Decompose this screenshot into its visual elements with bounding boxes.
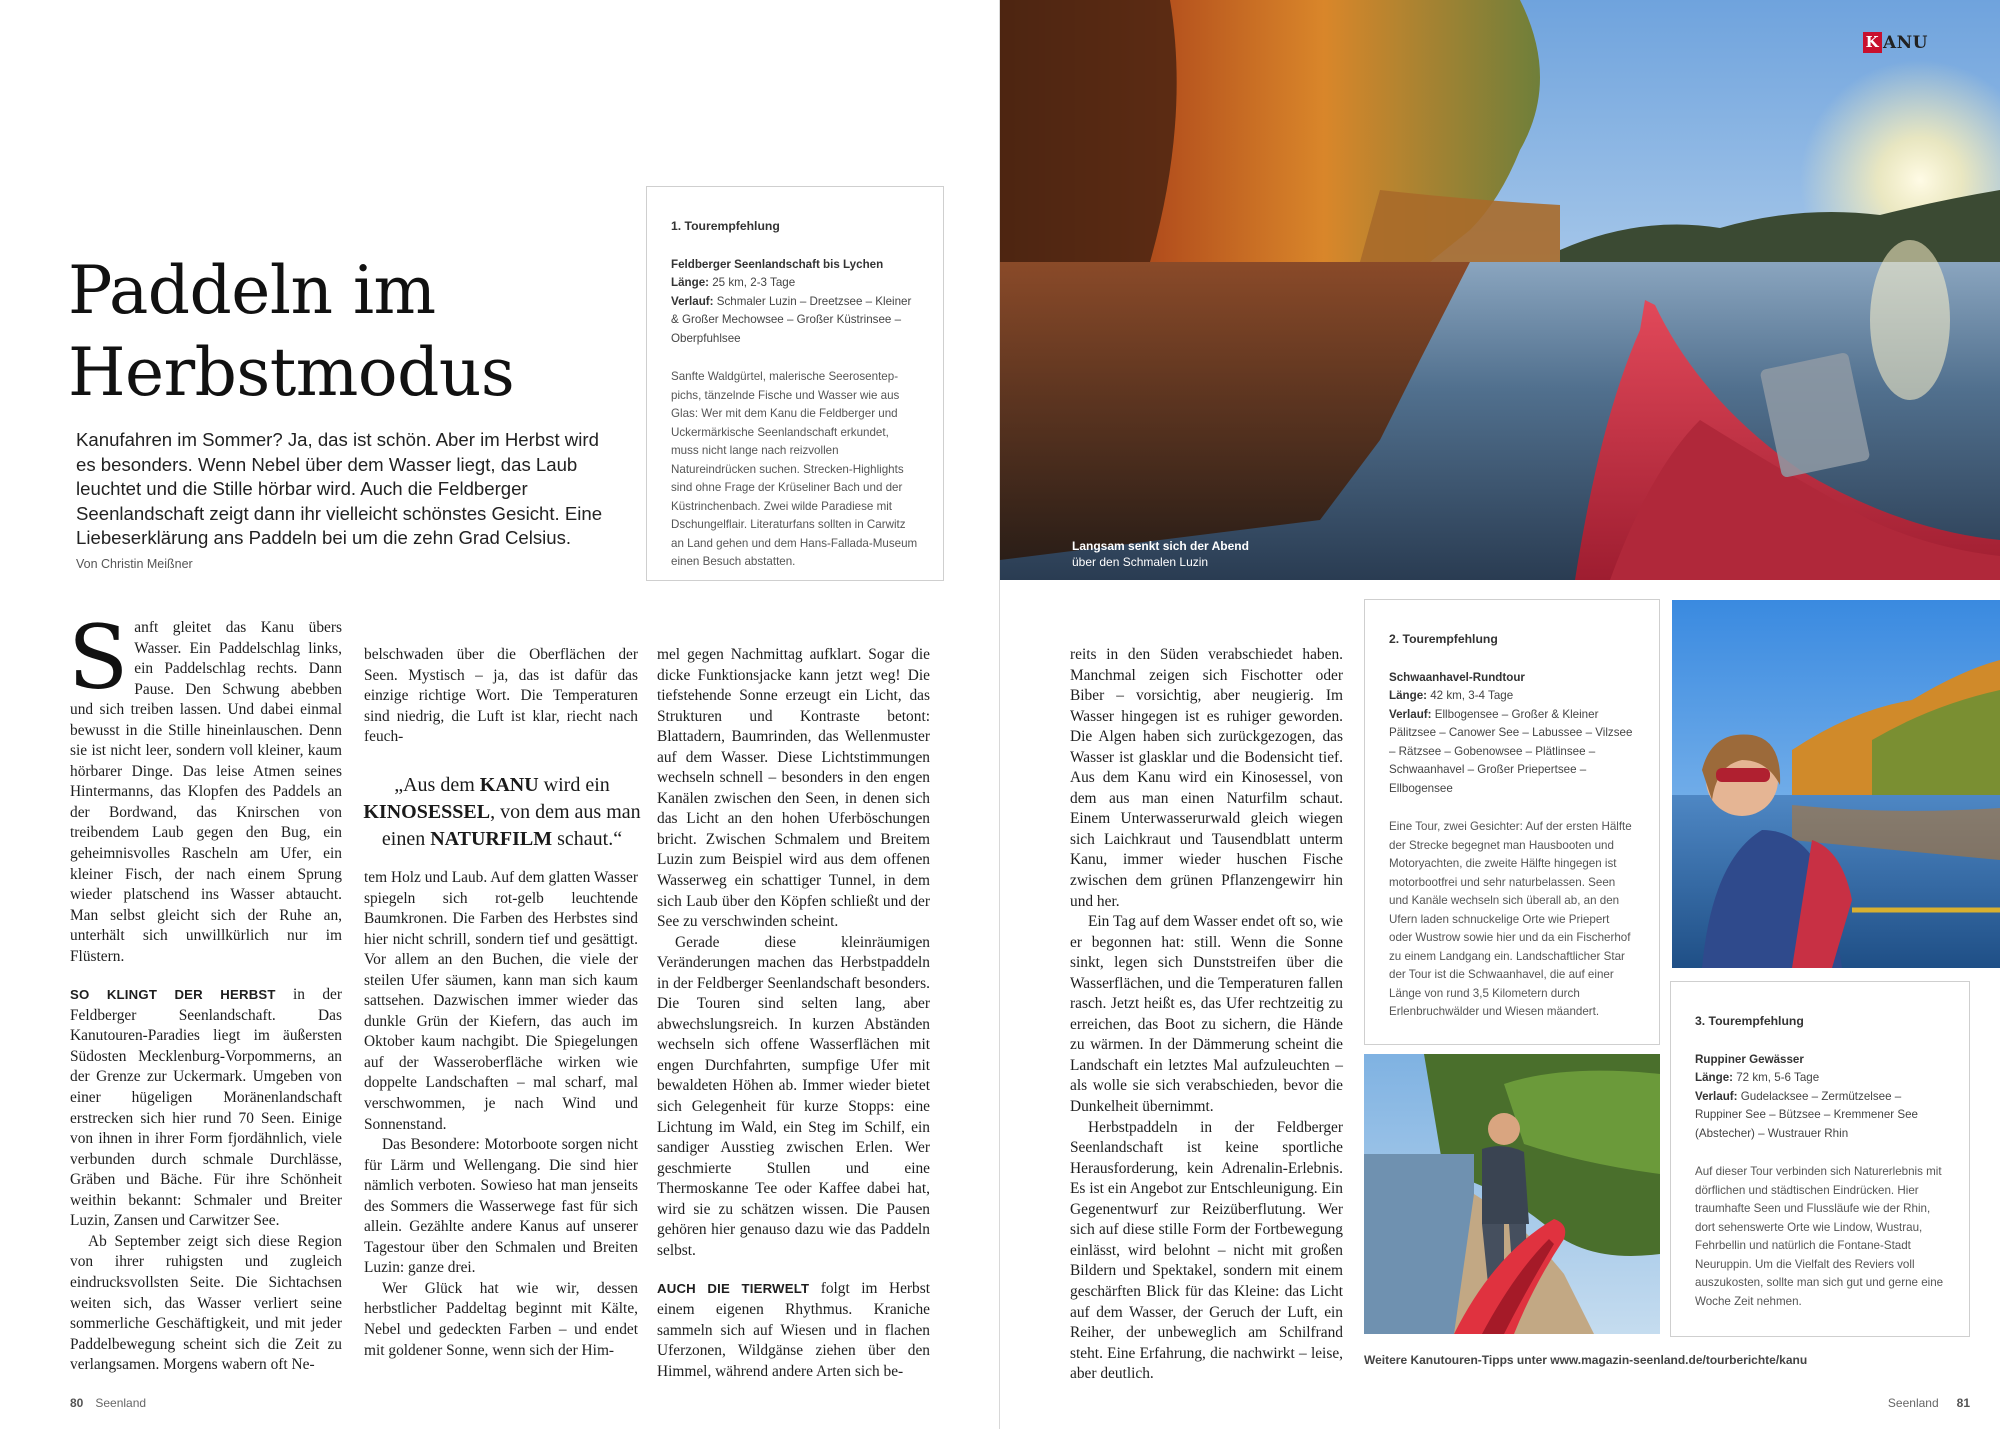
page-number-right: 81 [1956, 1396, 1970, 1410]
pull-quote: „Aus dem KANU wird ein KINOSESSEL, von dem aus man einen NATURFILM schaut.“ [363, 774, 641, 850]
title-line-2: Herbstmodus [68, 334, 515, 411]
col4-paragraph-1: reits in den Süden verabschiedet haben. Manchmal zeigen sich Fischotter oder Biber – vorsichtig, aber neugierig. Im Wasser hingegen ist es ruhiger geworden. Die Algen haben sich zurückgezogen, das Wasser ist glasklar und die Bodensicht tief. Aus dem Kanu wird ein Kinosessel, von dem aus man einen Naturfilm schaut. Einem Unterwasserurwald gleich wiegen sich Laichkraut und Tausendblatt unterm Kanu, immer wieder huschen Fische zwischen dem grünen Pflanzengewirr hin und her. [1070, 646, 1343, 910]
col3-paragraph-2: Gerade diese kleinräumigen Veränderungen machen das Herbstpaddeln in der Feldberger Seenlandschaft besonders. Die Touren sind selten lang, aber abwechslungsreich. In kurzen Abständen wechseln sich offene Wasserflächen mit engen Durchfahrten, sumpfige Ufer mit bewaldeten Höhen ab. Immer wieder bietet sich Gelegenheit für kurze Stopps: eine Lichtung im Wald, ein Steg im Schilf, ein sandiger Ausstieg zwischen Erlen. Wer geschmierte Stullen und eine Thermoskanne Tee oder Kaffee dabei hat, wird sie zu schätzen wissen. Die Pausen gehören hier genauso dazu wie das Paddeln selbst. [657, 933, 930, 1259]
col1-paragraph-2: SO KLINGT DER HERBST in der Feldberger Seenlandschaft. Das Kanutouren-Paradies liegt im äußersten Südosten Mecklenburg-Vorpommerns, an der Grenze zur Uckermark. Umgeben von einer hügeligen Moränenlandschaft erstrecken sich hier rund 70 Seen. Einige von ihnen in ihrer Form fjordähnlich, viele verbunden durch schmale Durchlässe, Gräben und Bäche. Für ihre Schönheit weithin bekannt: Schmaler und Breiter Luzin, Zansen und Carwitzer See. [70, 986, 342, 1230]
box3-length: Länge: 72 km, 5-6 Tage [1695, 1071, 1820, 1084]
left-footer [70, 1396, 146, 1410]
box2-heading: 2. Tourempfehlung [1389, 632, 1498, 646]
box2-path: Verlauf: Ellbogensee – Großer & Kleiner Pälitzsee – Canower See – Labussee – Vilzsee – Rätzsee – Gobenowsee – Plätlinsee – Schwaanhavel – Großer Priepertsee – Ellbogensee [1389, 707, 1633, 795]
right-footer [1888, 1396, 1970, 1410]
text-column-2-top [364, 645, 638, 748]
tour-recommendation-box-3 [1670, 981, 1970, 1337]
page-number-left: 80 [70, 1396, 84, 1410]
col1-paragraph-1: Sanft gleitet das Kanu übers Wasser. Ein Paddelschlag links, ein Paddelschlag rechts. Dann Pause. Den Schwung abebben und sich treiben lassen. Und dabei einmal bewusst in die Stille hineinlauschen. Denn sie ist nicht leer, sondern voll kleiner, kaum hörbarer Dinge. Das leise Atmen seines Hintermanns, das Klopfen des Paddels an der Bordwand, das Knirschen von treibendem Laub gegen den Bug, ein geheimnisvolles Rascheln am Ufer, ein kleiner Fisch, der nach einem Sprung wieder platschend ins Wasser abtaucht. Man selbst gleicht sich der Ruhe an, unterhält sich unwillkürlich nur im Flüstern. [68, 606, 342, 965]
lead-paragraph: Kanufahren im Sommer? Ja, das ist schön. Aber im Herbst wird es besonders. Wenn Nebel über dem Wasser liegt, das Laub leuchtet und die Stille hörbar wird. Auch die Feldberger Seenlandschaft zeigt dann ihr vielleicht schönstes Gesicht. Eine Liebeserklärung ans Paddeln bei um die zehn Grad Celsius. [76, 429, 603, 548]
col2-paragraph-4: Wer Glück hat wie wir, dessen herbstlicher Paddeltag beginnt mit Kälte, Nebel und gedeckten Farben – und endet mit goldener Sonne, wenn sich der Him- [364, 1279, 638, 1359]
col3-paragraph-1: mel gegen Nachmittag aufklart. Sogar die dicke Funktionsjacke kann jetzt weg! Die tiefstehende Sonne erzeugt ein Licht, das Strukturen und Kontraste betont: Blattadern, Baumrinden, das Wellenmuster auf dem Wasser. Diese Lichtstimmungen wechseln schnell – besonders in den engen Kanälen zwischen den Seen, in denen sich das Licht an den hohen Uferböschungen bricht. Zwischen Schmalem und Breitem Luzin zum Beispiel wird aus dem offenen Wasserweg ein schattiger Tunnel, in dem sich Laub über den Köpfen schließt und der See zu verschwinden scheint. [657, 646, 930, 931]
drop-cap: S [68, 606, 129, 709]
col3-paragraph-3: AUCH DIE TIERWELT folgt im Herbst einem eigenen Rhythmus. Kraniche sammeln sich auf Wiesen und in flachen Uferzonen, Wildgänse ziehen über den Himmel, während andere Arten sich be- [657, 1280, 930, 1380]
brand-text: ANU [1882, 32, 1928, 53]
text-column-3 [657, 645, 930, 1382]
box3-text: Auf dieser Tour verbinden sich Naturerlebnis mit dörflichen und städtischen Eindrücken. Hier traumhafte Seen und Flussläufe wie der Rhin, dort sehenswerte Orte wie Lindow, Wustrau, Fehrbellin und natürlich die Fontane-Stadt Neuruppin. Um die Vielfalt des Reviers voll auszukosten, sollte man sich gut und gerne eine Woche Zeit nehmen. [1695, 1165, 1944, 1308]
box3-heading: 3. Tourempfehlung [1695, 1014, 1804, 1028]
photo-man-with-kayak [1364, 1054, 1660, 1334]
col2-paragraph-1: belschwaden über die Oberflächen der Seen. Mystisch – ja, das ist dafür das einzige richtige Wort. Die Temperaturen sind niedrig, die Luft ist klar, riecht nach feuch- [364, 646, 638, 746]
col2-paragraph-3: Das Besondere: Motorboote sorgen nicht für Lärm und Wellengang. Die sind hier nämlich verboten. Sowieso hat man jenseits des Sommers die Wasserwege fast für sich allein. Gezählte andere Kanus auf unserer Tagestour über den Schmalen und Breiten Luzin: ganze drei. [364, 1136, 638, 1277]
col4-paragraph-3: Herbstpaddeln in der Feldberger Seenlandschaft ist keine sportliche Herausforderung, kein Adrenalin-Erlebnis. Es ist ein Angebot zur Entschleunigung. Ein Gegenentwurf zur Reizüberflutung. Wer sich auf diese stille Form der Fortbewegung einlässt, wird belohnt – nicht mit großen Bildern und Spektakel, sondern mit einem geschärften Blick für das Kleine: das Licht auf dem Wasser, der Geruch der Luft, ein Reiher, der unbeweglich am Schilfrand steht. Eine Erfahrung, die nachwirkt – leise, aber deutlich. [1070, 1118, 1343, 1383]
box1-path: Verlauf: Schmaler Luzin – Dreetzsee – Kleiner & Großer Mechowsee – Großer Küstrinsee – Oberpfuhlsee [671, 294, 912, 345]
box2-route: Schwaanhavel-Rundtour [1389, 670, 1525, 684]
text-column-4 [1070, 645, 1343, 1385]
more-tips-link[interactable]: Weitere Kanutouren-Tipps unter www.magazin-seenland.de/tourberichte/kanu [1364, 1353, 1808, 1367]
box1-heading: 1. Tourempfehlung [671, 219, 780, 233]
tour-recommendation-box-2 [1364, 599, 1660, 1045]
section-brand-kanu [1863, 32, 1928, 53]
box1-length: Länge: 25 km, 2-3 Tage [671, 276, 796, 289]
title-line-1: Paddeln im [68, 252, 436, 329]
subheading-herbst: SO KLINGT DER HERBST [70, 987, 276, 1003]
brand-k-badge: K [1863, 32, 1882, 53]
box3-path: Verlauf: Gudelacksee – Zermützelsee – Ruppiner See – Bützsee – Kremmener See (Abstecher) – Wustrauer Rhin [1695, 1089, 1918, 1140]
box2-text: Eine Tour, zwei Gesichter: Auf der ersten Hälfte der Strecke begegnet man Hausbooten und Motoryachten, die zweite Hälfte hingegen ist motorbootfrei und sehr naturbelassen. Seen und Kanäle wechseln sich überall ab, an den Ufern laden schnuckelige Orte wie Priepert oder Wustrow sowie hier und da ein Fischerhof zu einem Landgang ein. Landschaftlicher Star der Tour ist die Schwaanhavel, die auf einer Länge von rund 3,5 Kilometern durch Erlenbruchwälder und Wiesen mäandert. [1389, 820, 1632, 1018]
text-column-2-bottom [364, 868, 638, 1361]
col4-paragraph-2: Ein Tag auf dem Wasser endet oft so, wie er begonnen hat: still. Wenn die Sonne sinkt, legen sich Dunststreifen über die Wasserflächen, und die Temperaturen fallen rasch. Jetzt heißt es, das Ufer rechtzeitig zu erreichen, das Boot zu sichern, die Hände zu wärmen. In der Dämmerung scheint die Landschaft ein letztes Mal aufzuleuchten – als wolle sie sich verabschieden, bevor die Dunkelheit übernimmt. [1070, 913, 1343, 1116]
magazine-name-left: Seenland [95, 1396, 147, 1410]
box2-length: Länge: 42 km, 3-4 Tage [1389, 689, 1514, 702]
col2-paragraph-2: tem Holz und Laub. Auf dem glatten Wasser spiegeln sich rot-gelb leuchtende Baumkronen. Die Farben des Herbstes sind hier nicht schrill, sondern tief und gesättigt. Vor allem an den Buchen, die viele der steilen Ufer säumen, kann man sich kaum sattsehen. Dazwischen immer wieder das dunkle Grün der Kiefern, das auch im Oktober kaum nachgibt. Die Spiegelungen auf der Wasseroberfläche wirken wie doppelte Landschaften – mal scharf, mal verschwommen, je nach Wind und Sonnenstand. [364, 869, 638, 1133]
article-title [68, 250, 628, 414]
box3-route: Ruppiner Gewässer [1695, 1052, 1804, 1066]
box1-route: Feldberger Seenlandschaft bis Lychen [671, 257, 884, 271]
main-photo-caption: Langsam senkt sich der Abend über den Schmalen Luzin [1072, 539, 1249, 569]
main-photo-lake-kayak [1000, 0, 2000, 580]
photo-woman-in-kayak [1672, 600, 2000, 968]
author-byline: Von Christin Meißner [76, 557, 193, 571]
text-column-1 [68, 606, 342, 1376]
col1-paragraph-3: Ab September zeigt sich diese Region von ihrer ruhigsten und zugleich eindrucksvollsten Seite. Die Sichtachsen weiten sich, das Wasser verliert seine sommerliche Geschäftigkeit, und mit jeder Paddelbewegung scheint sich die Zeit zu verlangsamen. Morgens wabern oft Ne- [70, 1232, 342, 1374]
box1-text: Sanfte Waldgürtel, malerische Seerosentep-pichs, tänzelnde Fische und Wasser wie aus Glas: Wer mit dem Kanu die Feldberger und Uckermärkische Seenlandschaft erkundet, muss nicht lange nach reizvollen Natureindrücken suchen. Strecken-Highlights sind ohne Frage der Krüseliner Bach und der Küstrinchenbach. Zwei wilde Paradiese mit Dschungelflair. Literaturfans sollten in Carwitz an Land gehen und dem Hans-Fallada-Museum einen Besuch abstatten. [671, 370, 918, 568]
tour-recommendation-box-1 [646, 186, 944, 581]
subheading-tierwelt: AUCH DIE TIERWELT [657, 1281, 810, 1297]
magazine-name-right: Seenland [1887, 1396, 1939, 1410]
